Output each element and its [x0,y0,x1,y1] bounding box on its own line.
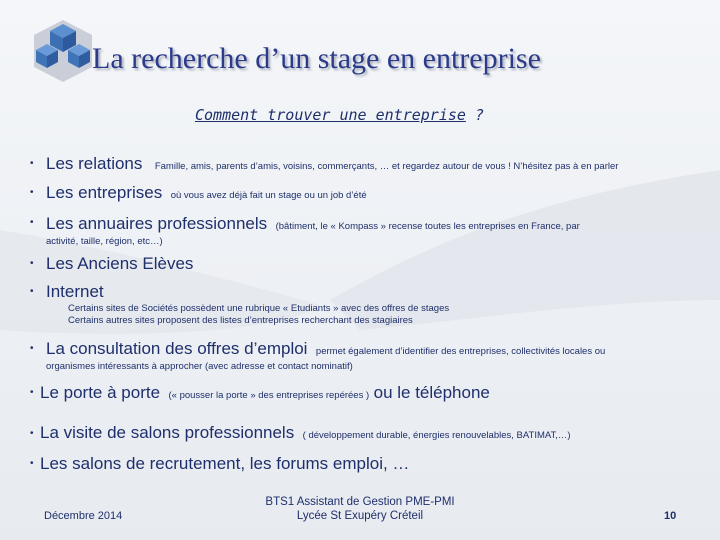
item-label: Les salons de recrutement, les forums emploi, … [40,454,410,473]
cubes-logo-icon [30,18,96,84]
page-number: 10 [664,510,677,522]
item-detail-continued: activité, taille, région, etc…) [46,236,163,247]
footer-line-2: Lycée St Exupéry Créteil [296,510,424,522]
bullet: • [30,217,34,228]
bullet: • [30,428,34,439]
bullet: • [30,286,34,297]
item-detail: où vous avez déjà fait un stage ou un job d’été [170,190,367,201]
slide-subtitle [195,106,484,124]
item-label: Les entreprises [46,183,163,202]
item-detail: Famille, amis, parents d’amis, voisins, commerçants, … et regardez autour de vous ! N’hésitez pas à en parler [154,161,619,172]
item-detail: ( développement durable, énergies renouvelables, BATIMAT,…) [302,430,571,441]
bullet: • [30,187,34,198]
item-label: La visite de salons professionnels [40,423,295,442]
list-item [46,154,618,174]
bullet: • [30,343,34,354]
footer-date: Décembre 2014 [44,510,123,522]
item-detail: (« pousser la porte » des entreprises repérées ) [168,390,370,401]
item-detail: (bâtiment, le « Kompass » recense toutes les entreprises en France, par [275,221,580,232]
footer-school [230,495,490,523]
item-detail: permet également d’identifier des entreprises, collectivités locales ou [315,346,606,357]
item-label: Les Anciens Elèves [46,254,194,273]
item-label-tail: ou le téléphone [373,383,490,402]
item-label: La consultation des offres d’emploi [46,339,308,358]
item-label: Les relations [46,154,143,173]
bullet: • [30,387,34,398]
item-label: Le porte à porte [40,383,161,402]
list-item [40,423,571,443]
subtitle-tail: ? [465,106,484,124]
bullet: • [30,458,34,469]
list-item [46,339,605,359]
item-label: Internet [46,282,104,301]
item-detail-continued: Certains autres sites proposent des listes d’entreprises recherchant des stagiaires [68,315,413,326]
bullet: • [30,158,34,169]
bullet: • [30,258,34,269]
footer-line-1: BTS1 Assistant de Gestion PME-PMI [265,496,455,508]
slide-title: La recherche d’un stage en entreprise [92,42,541,75]
item-label: Les annuaires professionnels [46,214,268,233]
list-item [46,214,580,234]
list-item [40,383,490,403]
item-detail-continued: organismes intéressants à approcher (avec adresse et contact nominatif) [46,361,353,372]
list-item [46,183,367,203]
item-detail: Certains sites de Sociétés possèdent une rubrique « Etudiants » avec des offres de stages [68,303,450,314]
subtitle-main: Comment trouver une entreprise [195,106,466,124]
